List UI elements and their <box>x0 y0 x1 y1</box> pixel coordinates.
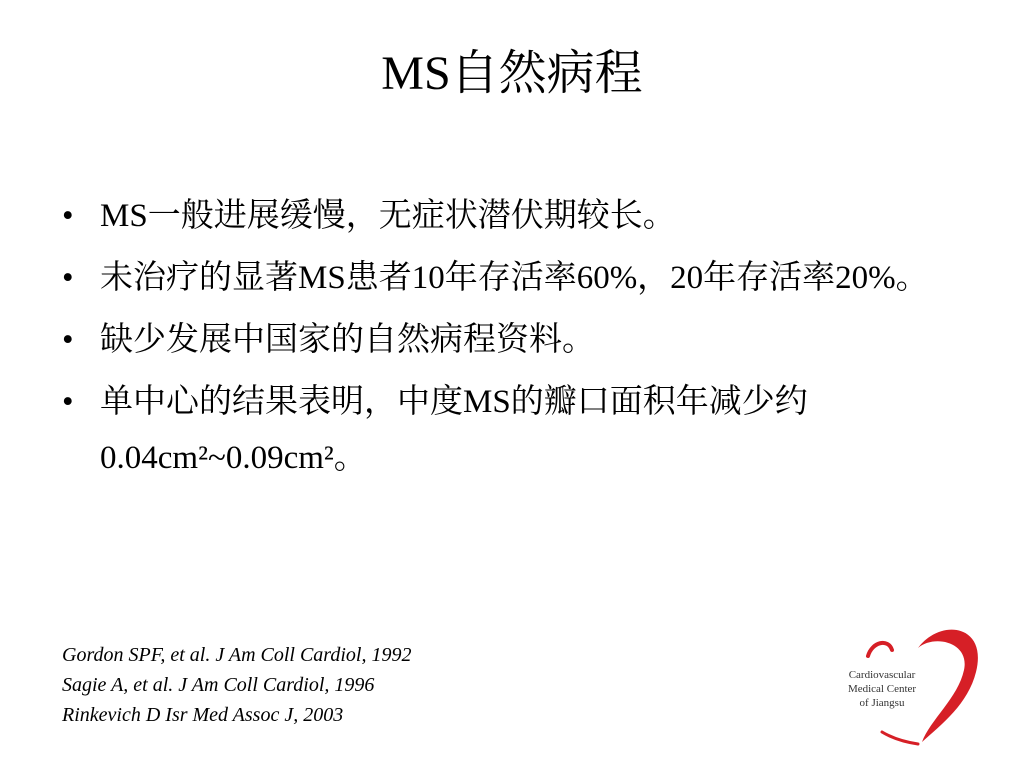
logo-text-line: Medical Center <box>847 683 917 695</box>
logo-text <box>836 668 928 710</box>
bullet-text: 未治疗的显著MS患者10年存活率60%，20年存活率20%。 <box>100 260 929 296</box>
reference-line: Gordon SPF, et al. J Am Coll Cardiol, 1992 <box>62 644 412 666</box>
logo-text-line: of Jiangsu <box>859 697 905 709</box>
bullet-item <box>62 312 962 368</box>
bullet-marker: • <box>62 260 74 296</box>
bullet-item <box>62 250 962 306</box>
references <box>62 640 662 730</box>
bullet-item <box>62 374 962 486</box>
bullet-item <box>62 188 962 244</box>
center-logo <box>830 620 990 748</box>
bullet-marker: • <box>62 384 74 420</box>
bullet-text: 缺少发展中国家的自然病程资料。 <box>100 322 595 358</box>
bullet-list <box>62 188 962 492</box>
bullet-text: 单中心的结果表明，中度MS的瓣口面积年减少约0.04cm²~0.09cm²。 <box>100 384 808 476</box>
logo-text-line: Cardiovascular <box>848 669 916 681</box>
bullet-marker: • <box>62 198 74 234</box>
reference-line: Sagie A, et al. J Am Coll Cardiol, 1996 <box>62 674 375 696</box>
bullet-text: MS一般进展缓慢，无症状潜伏期较长。 <box>100 198 676 234</box>
bullet-marker: • <box>62 322 74 358</box>
slide-title: MS自然病程 <box>381 47 643 100</box>
reference-line: Rinkevich D Isr Med Assoc J, 2003 <box>62 704 344 726</box>
